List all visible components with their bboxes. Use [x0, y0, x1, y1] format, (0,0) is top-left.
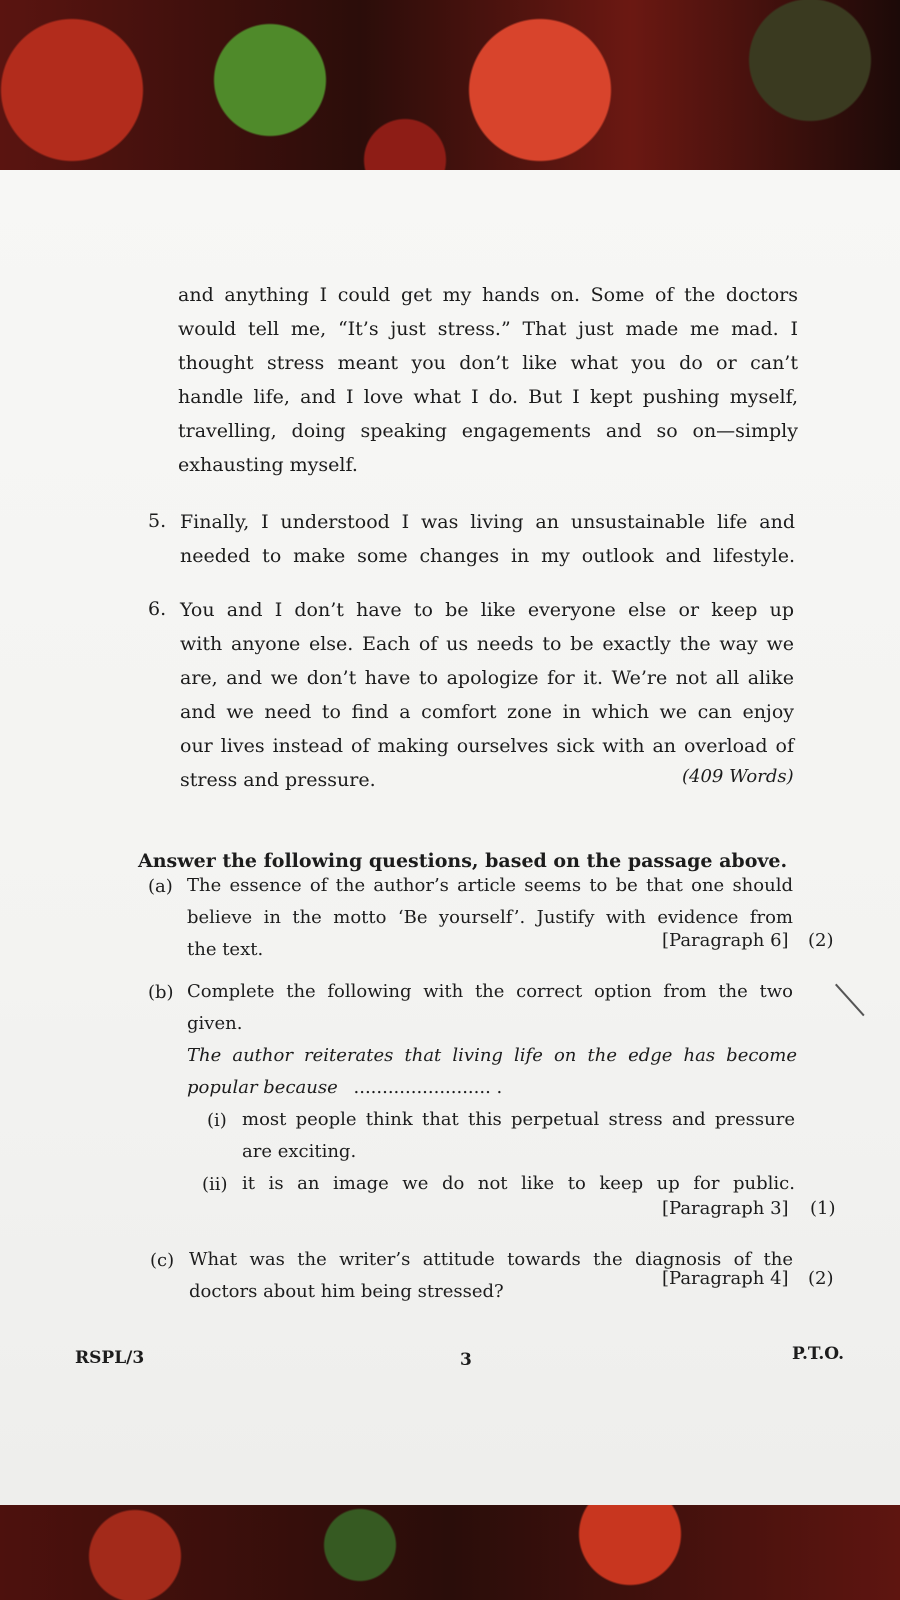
option-i-text	[242, 1104, 795, 1168]
question-b-prompt	[187, 1040, 797, 1104]
option-line: most people think that this perpetual stress and pressure	[242, 1109, 795, 1130]
prompt-line: The author reiterates that living life on the edge has become	[187, 1045, 797, 1066]
question-c-reference: [Paragraph 4]	[662, 1268, 789, 1289]
question-b-marks: (1)	[810, 1198, 836, 1219]
questions-heading: Answer the following questions, based on the passage above.	[138, 850, 788, 872]
option-ii-label: (ii)	[202, 1174, 228, 1195]
question-b-label: (b)	[148, 982, 174, 1003]
paragraph-6-number: 6.	[148, 598, 167, 620]
question-a-text	[187, 870, 793, 966]
question-c-marks: (2)	[808, 1268, 834, 1289]
passage-line: stress and pressure.	[180, 769, 376, 791]
question-line: the text.	[187, 939, 264, 960]
passage-line: Finally, I understood I was living an unsustainable life and	[180, 511, 795, 533]
passage-line: our lives instead of making ourselves sick with an overload of	[180, 735, 794, 757]
question-b-text	[187, 976, 793, 1040]
prompt-line-text: popular because	[187, 1077, 338, 1098]
prompt-line	[187, 1072, 797, 1104]
passage-line: would tell me, “It’s just stress.” That just made me mad. I	[178, 318, 798, 340]
passage-line: needed to make some changes in my outlook and lifestyle.	[180, 545, 795, 567]
paragraph-5-number: 5.	[148, 510, 167, 532]
passage-line: and anything I could get my hands on. Some of the doctors	[178, 284, 798, 306]
paragraph-5	[180, 505, 795, 573]
question-a-marks: (2)	[808, 930, 834, 951]
option-line: it is an image we do not like to keep up for public.	[242, 1173, 795, 1194]
page-number: 3	[460, 1350, 472, 1370]
question-a-label: (a)	[148, 876, 173, 897]
passage-line: and we need to find a comfort zone in which we can enjoy	[180, 701, 794, 723]
word-count: (409 Words)	[682, 766, 794, 787]
please-turn-over: P.T.O.	[792, 1344, 844, 1364]
passage-continued	[178, 278, 798, 482]
question-b-reference: [Paragraph 3]	[662, 1198, 789, 1219]
passage-line: handle life, and I love what I do. But I kept pushing myself,	[178, 386, 798, 408]
question-line: Complete the following with the correct option from the two	[187, 981, 793, 1002]
exam-page	[0, 170, 900, 1505]
question-line: The essence of the author’s article seems to be that one should	[187, 875, 793, 896]
question-a-reference: [Paragraph 6]	[662, 930, 789, 951]
question-line: given.	[187, 1013, 243, 1034]
question-c-label: (c)	[150, 1250, 175, 1271]
passage-line: thought stress meant you don’t like what you do or can’t	[178, 352, 798, 374]
passage-line: travelling, doing speaking engagements and so on—simply	[178, 420, 798, 442]
passage-line: are, and we don’t have to apologize for it. We’re not all alike	[180, 667, 794, 689]
question-line: doctors about him being stressed?	[189, 1281, 504, 1302]
option-i-label: (i)	[207, 1110, 227, 1131]
option-line: are exciting.	[242, 1141, 357, 1162]
background-cloth-bottom	[0, 1490, 900, 1600]
question-line: believe in the motto ‘Be yourself’. Justify with evidence from	[187, 907, 793, 928]
passage-line: with anyone else. Each of us needs to be exactly the way we	[180, 633, 794, 655]
passage-line: You and I don’t have to be like everyone else or keep up	[180, 599, 794, 621]
question-line: What was the writer’s attitude towards the diagnosis of the	[189, 1249, 793, 1270]
pen-mark	[835, 984, 865, 1017]
answer-blank: ........................ .	[353, 1077, 503, 1098]
paper-code: RSPL/3	[75, 1348, 145, 1368]
passage-line: exhausting myself.	[178, 454, 358, 476]
option-ii-text	[242, 1168, 795, 1200]
